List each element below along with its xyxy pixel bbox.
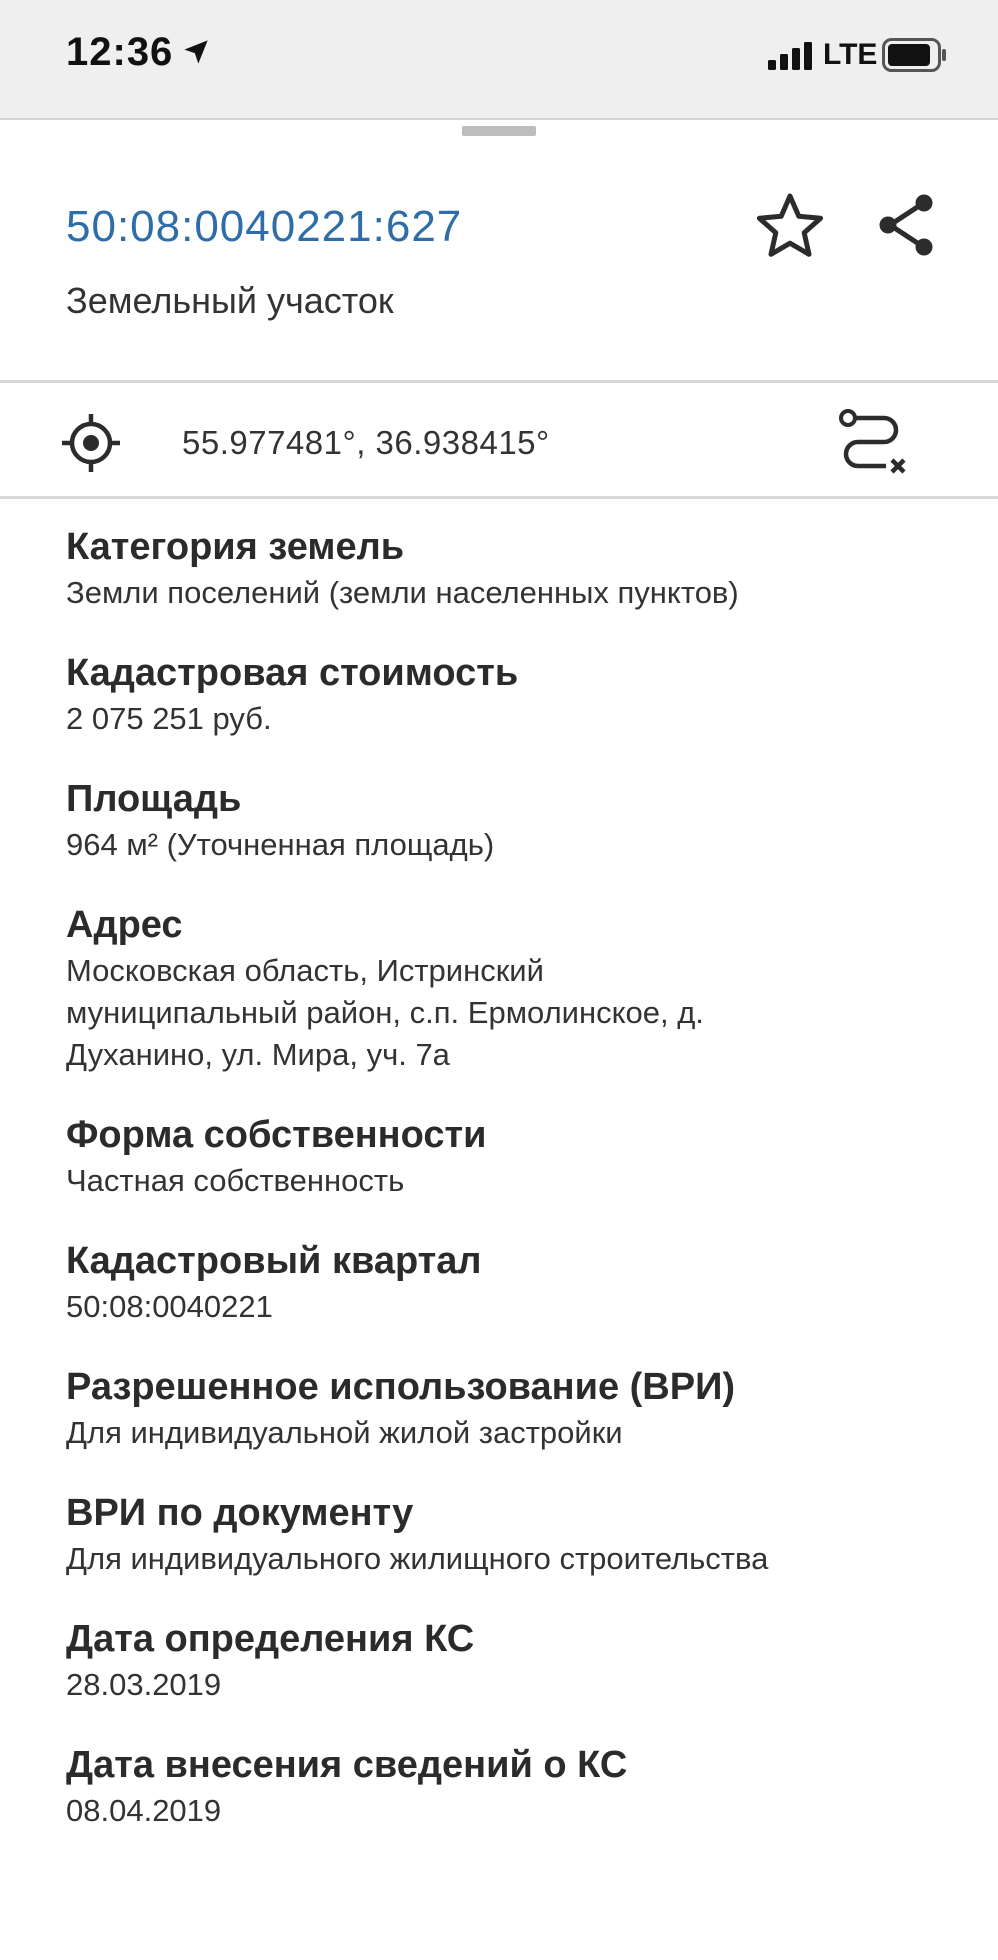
star-icon[interactable] — [754, 190, 826, 262]
field-value: 28.03.2019 — [66, 1667, 222, 1702]
field-land-category — [66, 522, 966, 614]
field-label: Кадастровый квартал — [66, 1240, 482, 1282]
field-permitted-use-document — [66, 1488, 966, 1580]
field-value: 964 м² (Уточненная площадь) — [66, 827, 495, 862]
field-ownership-form — [66, 1110, 966, 1202]
field-label: Разрешенное использование (ВРИ) — [66, 1366, 736, 1408]
field-value: 2 075 251 руб. — [66, 701, 272, 736]
field-value[interactable]: 50:08:0040221 — [66, 1289, 273, 1324]
object-header — [0, 136, 998, 382]
object-type-subtitle: Земельный участок — [66, 280, 394, 321]
location-arrow-icon — [182, 38, 210, 66]
route-icon[interactable] — [836, 408, 910, 482]
field-label: Дата внесения сведений о КС — [66, 1744, 628, 1786]
field-area — [66, 774, 966, 866]
field-value: Земли поселений (земли населенных пунктов) — [66, 575, 739, 610]
field-value: Для индивидуального жилищного строительства — [66, 1541, 769, 1576]
header-divider — [0, 380, 998, 383]
field-permitted-use — [66, 1362, 966, 1454]
coordinates-row — [0, 384, 998, 498]
sheet-grabber-handle[interactable] — [462, 126, 536, 136]
field-label: Категория земель — [66, 526, 405, 568]
field-label: Кадастровая стоимость — [66, 652, 519, 694]
field-valuation-entry-date — [66, 1740, 966, 1832]
crosshair-target-icon[interactable] — [62, 414, 120, 472]
cadastral-number-title[interactable]: 50:08:0040221:627 — [66, 202, 463, 251]
network-type: LTE — [823, 38, 878, 71]
coordinates-text[interactable]: 55.977481°, 36.938415° — [182, 424, 550, 461]
field-cadastral-value — [66, 648, 966, 740]
battery-icon — [882, 38, 948, 72]
field-label: Площадь — [66, 778, 242, 820]
field-label: ВРИ по документу — [66, 1492, 414, 1534]
field-label: Адрес — [66, 904, 183, 946]
coords-divider — [0, 496, 998, 499]
field-valuation-date — [66, 1614, 966, 1706]
field-value-line: муниципальный район, с.п. Ермолинское, д. — [66, 995, 704, 1030]
field-label: Дата определения КС — [66, 1618, 475, 1660]
field-value: Для индивидуальной жилой застройки — [66, 1415, 623, 1450]
field-value-line: Духанино, ул. Мира, уч. 7а — [66, 1037, 450, 1072]
signal-bars-icon — [768, 42, 816, 70]
field-value-line: Московская область, Истринский — [66, 953, 544, 988]
status-time: 12:36 — [66, 30, 174, 74]
field-value: 08.04.2019 — [66, 1793, 222, 1828]
field-cadastral-quarter — [66, 1236, 966, 1328]
share-icon[interactable] — [874, 192, 940, 258]
details-list — [66, 522, 966, 1866]
field-value: Частная собственность — [66, 1163, 405, 1198]
status-bar — [0, 0, 998, 120]
field-label: Форма собственности — [66, 1114, 487, 1156]
field-address — [66, 900, 966, 1076]
